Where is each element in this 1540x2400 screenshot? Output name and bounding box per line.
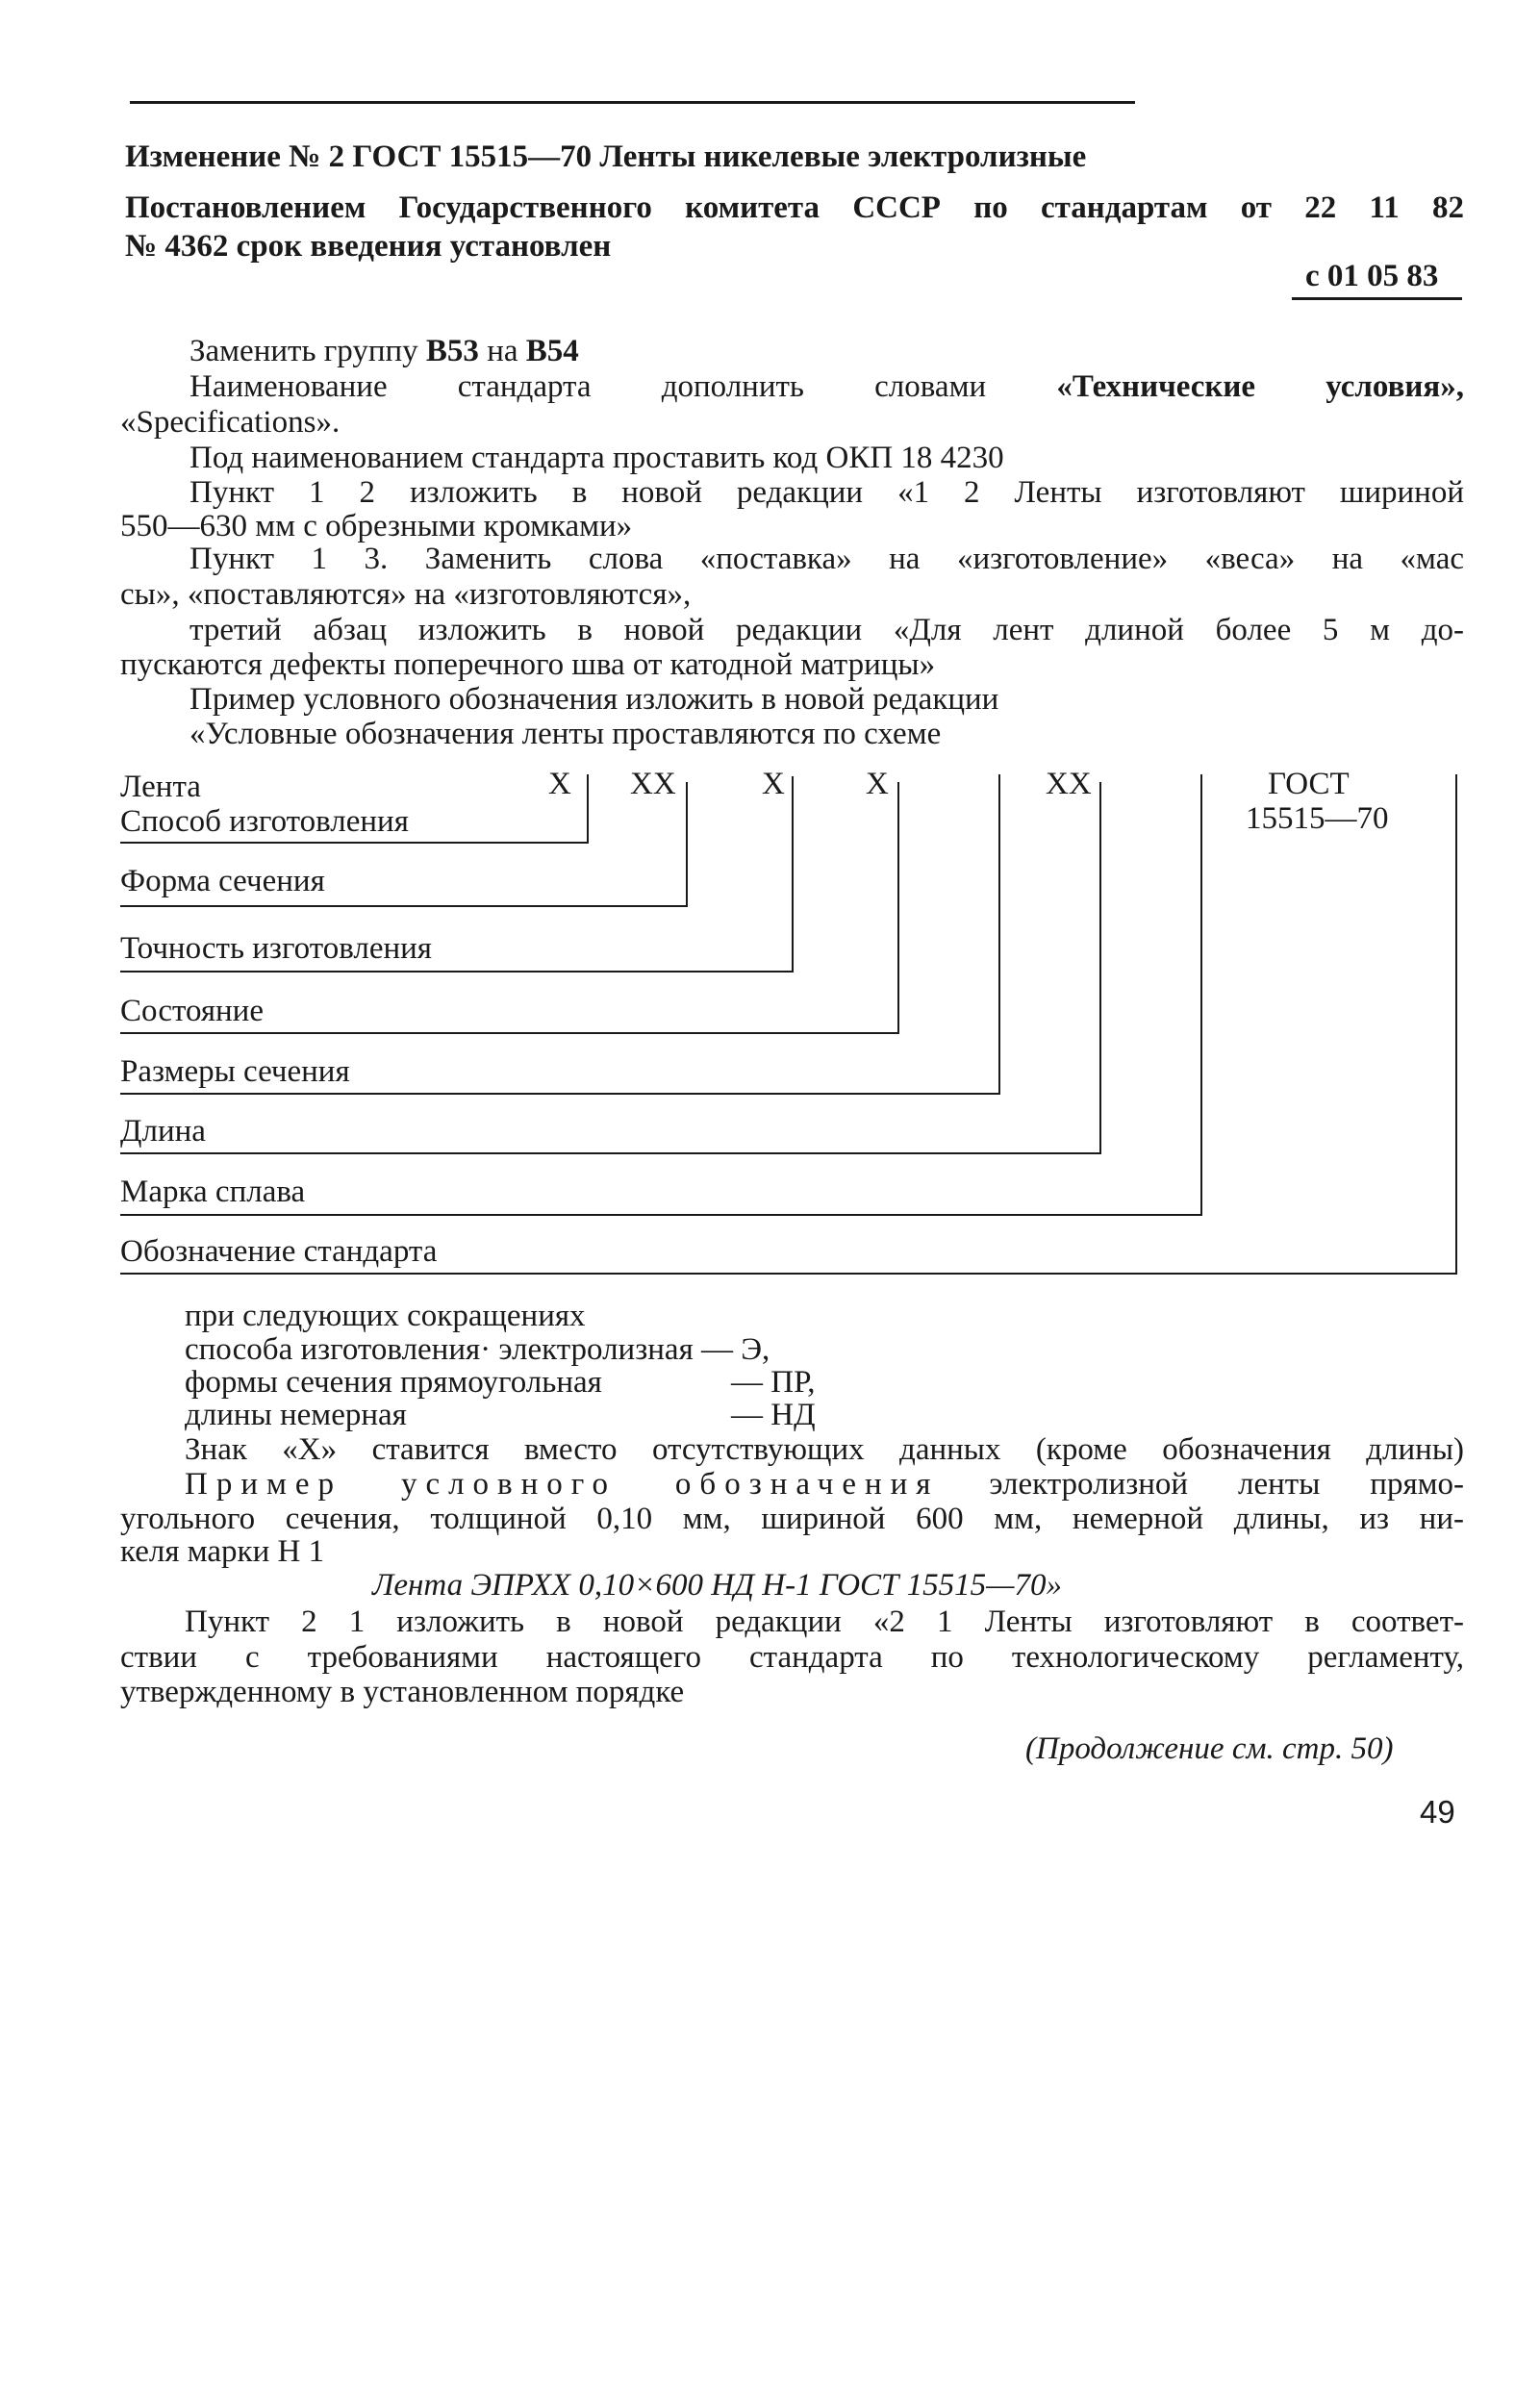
decree-line-2: № 4362 срок введения установлен: [125, 229, 612, 264]
scheme-row-label: Обозначение стандарта: [120, 1234, 438, 1269]
point-21-line1: Пункт 2 1 изложить в новой редакции «2 1 Ленты изготовляют в соответ-: [185, 1604, 1464, 1639]
body-line-third-paragraph-cont: пускаются дефекты поперечного шва от катодной матрицы»: [120, 647, 936, 682]
scheme-drop-line: [1099, 782, 1101, 1154]
point-21-line3: утвержденному в установленном порядке: [120, 1675, 685, 1709]
top-rule: [130, 101, 1135, 104]
scheme-leader-line: [120, 1093, 1000, 1095]
scheme-drop-line: [897, 782, 899, 1034]
body-line-point-12: Пункт 1 2 изложить в новой редакции «1 2 Ленты изготовляют шириной: [189, 475, 1464, 510]
scheme-drop-line: [686, 782, 688, 907]
abbrev-length-code: — НД: [731, 1398, 816, 1432]
scheme-row-label: Способ изготовления: [120, 804, 409, 839]
scheme-code-5: XX: [1046, 767, 1092, 801]
scheme-leader-line: [120, 1273, 1457, 1275]
body-line-title-addition: Наименование стандарта дополнить словами «Технические условия»,: [189, 369, 1465, 404]
body-line-scheme-intro: «Условные обозначения ленты проставляются по схеме: [189, 717, 942, 751]
scheme-drop-line: [1200, 774, 1202, 1216]
abbrev-intro: при следующих сокращениях: [185, 1299, 586, 1333]
abbrev-length: длины немерная: [185, 1398, 407, 1432]
page-number: 49: [1420, 1794, 1455, 1830]
body-line-example-intro: Пример условного обозначения изложить в новой редакции: [189, 682, 999, 717]
scheme-row-label: Точность изготовления: [120, 931, 432, 966]
scheme-gost-number: 15515—70: [1246, 801, 1389, 836]
scheme-leader-line: [120, 905, 688, 907]
body-line-point-13: Пункт 1 3. Заменить слова «поставка» на «изготовление» «веса» на «мас: [189, 542, 1464, 576]
scheme-code-1: X: [548, 767, 571, 801]
scheme-drop-line: [587, 774, 589, 844]
body-line-third-paragraph: третий абзац изложить в новой редакции «Для лент длиной более 5 м до-: [189, 613, 1464, 647]
decree-line-1: Постановлением Государственного комитета СССР по стандартам от 22 11 82: [125, 190, 1464, 225]
scheme-gost-label: ГОСТ: [1268, 767, 1350, 801]
body-line-group-change: Заменить группу В53 на В54: [189, 334, 579, 368]
scheme-head-label: Лента: [120, 770, 201, 804]
abbrev-method: способа изготовления· электролизная — Э,: [185, 1332, 770, 1367]
scheme-code-3: X: [762, 767, 785, 801]
scheme-leader-line: [120, 1152, 1101, 1154]
scheme-leader-line: [120, 971, 794, 973]
abbrev-shape-code: — ПР,: [731, 1365, 816, 1400]
scheme-code-4: X: [866, 767, 889, 801]
scheme-leader-line: [120, 1032, 899, 1034]
continuation-note: (Продолжение см. стр. 50): [1025, 1731, 1394, 1766]
scheme-drop-line: [792, 776, 794, 973]
body-line-point-13-cont: сы», «поставляются» на «изготовляются»,: [120, 577, 692, 612]
scheme-row-label: Длина: [120, 1114, 206, 1149]
scheme-leader-line: [120, 842, 589, 844]
example-designation: Лента ЭПРХХ 0,10×600 НД Н-1 ГОСТ 15515—70»: [372, 1568, 1062, 1603]
scheme-drop-line: [1455, 774, 1457, 1275]
example-description: угольного сечения, толщиной 0,10 мм, шириной 600 мм, немерной длины, из ни-: [120, 1502, 1464, 1536]
effective-date: с 01 05 83: [1305, 259, 1439, 293]
body-line-specifications: «Specifications».: [120, 405, 341, 440]
body-line-point-12-cont: 550—630 мм с обрезными кромками»: [120, 509, 633, 543]
body-line-okp-code: Под наименованием стандарта проставить код ОКП 18 4230: [189, 441, 1004, 475]
abbrev-shape: формы сечения прямоугольная: [185, 1365, 602, 1400]
scheme-row-label: Состояние: [120, 994, 264, 1028]
scheme-row-label: Форма сечения: [120, 864, 325, 898]
effective-date-underline: [1292, 297, 1462, 300]
scheme-code-2: XX: [630, 767, 676, 801]
x-sign-note: Знак «Х» ставится вместо отсутствующих данных (кроме обозначения длины): [185, 1432, 1464, 1467]
example-description-cont: келя марки Н 1: [120, 1534, 325, 1569]
scheme-drop-line: [998, 774, 1000, 1095]
scheme-row-label: Марка сплава: [120, 1175, 306, 1209]
example-intro-line: Пример условного обозначения электролизной ленты прямо-: [185, 1467, 1464, 1502]
scheme-row-label: Размеры сечения: [120, 1054, 350, 1089]
point-21-line2: ствии с требованиями настоящего стандарта по технологическому регламенту,: [120, 1640, 1464, 1675]
document-title: Изменение № 2 ГОСТ 15515—70 Ленты никелевые электролизные: [125, 139, 1087, 174]
scheme-leader-line: [120, 1214, 1202, 1216]
